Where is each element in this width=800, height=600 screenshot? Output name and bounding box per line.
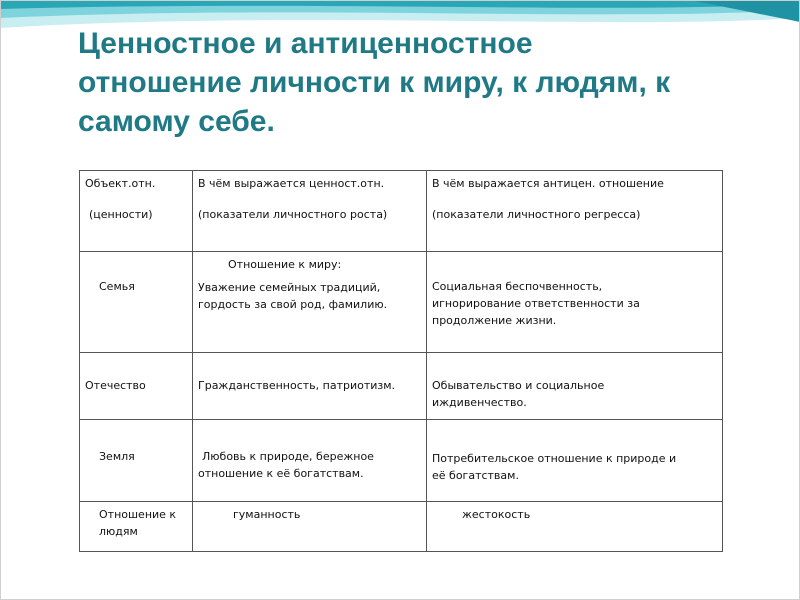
object-cell	[80, 420, 193, 502]
table-row	[80, 420, 723, 502]
table-row	[80, 252, 723, 353]
header-anti-label: В чём выражается антицен. отношение	[432, 177, 664, 190]
value-cell	[193, 252, 427, 353]
title-line-3: самому себе.	[78, 105, 275, 138]
value-cell	[193, 353, 427, 420]
anti-cell	[427, 252, 723, 353]
object-cell	[80, 353, 193, 420]
anti-line: продолжение жизни.	[432, 314, 557, 327]
object-cell	[80, 252, 193, 353]
table-row	[80, 502, 723, 552]
object-people-line: Отношение к	[99, 508, 177, 521]
table-row	[80, 353, 723, 420]
header-value-sub: (показатели личностного роста)	[198, 208, 388, 221]
table-header-row	[80, 171, 723, 252]
value-line: гуманность	[233, 508, 301, 521]
anti-cell	[427, 353, 723, 420]
value-line: отношение к её богатствам.	[198, 467, 364, 480]
value-line: Уважение семейных традиций,	[198, 281, 381, 294]
header-value-label: В чём выражается ценност.отн.	[198, 177, 385, 190]
anti-line: её богатствам.	[432, 469, 519, 482]
object-family: Семья	[99, 280, 135, 293]
header-cell-anti	[427, 171, 723, 252]
header-anti-sub: (показатели личностного регресса)	[432, 208, 641, 221]
value-line: гордость за свой род, фамилию.	[198, 298, 388, 311]
anti-cell	[427, 420, 723, 502]
slide-title	[78, 24, 778, 141]
header-cell-value	[193, 171, 427, 252]
anti-line: игнорирование ответственности за	[432, 297, 640, 310]
anti-cell	[427, 502, 723, 552]
object-earth: Земля	[99, 450, 135, 463]
values-table	[79, 170, 723, 552]
title-line-1: Ценностное и антиценностное	[78, 27, 533, 60]
anti-line: Социальная беспочвенность,	[432, 280, 603, 293]
anti-line: Обывательство и социальное	[432, 379, 605, 392]
value-cell	[193, 420, 427, 502]
value-line: Гражданственность, патриотизм.	[198, 379, 396, 392]
header-object-sub: (ценности)	[89, 208, 153, 221]
header-object-label: Объект.отн.	[85, 177, 156, 190]
object-people-line: людям	[99, 525, 138, 538]
object-fatherland: Отечество	[85, 379, 146, 392]
title-line-2: отношение личности к миру, к людям, к	[78, 66, 671, 99]
value-cell	[193, 502, 427, 552]
anti-line: иждивенчество.	[432, 396, 527, 409]
value-heading: Отношение к миру:	[228, 258, 342, 271]
value-line: Любовь к природе, бережное	[202, 450, 374, 463]
header-cell-object	[80, 171, 193, 252]
object-cell	[80, 502, 193, 552]
anti-line: Потребительское отношение к природе и	[432, 452, 677, 465]
anti-line: жестокость	[462, 508, 531, 521]
